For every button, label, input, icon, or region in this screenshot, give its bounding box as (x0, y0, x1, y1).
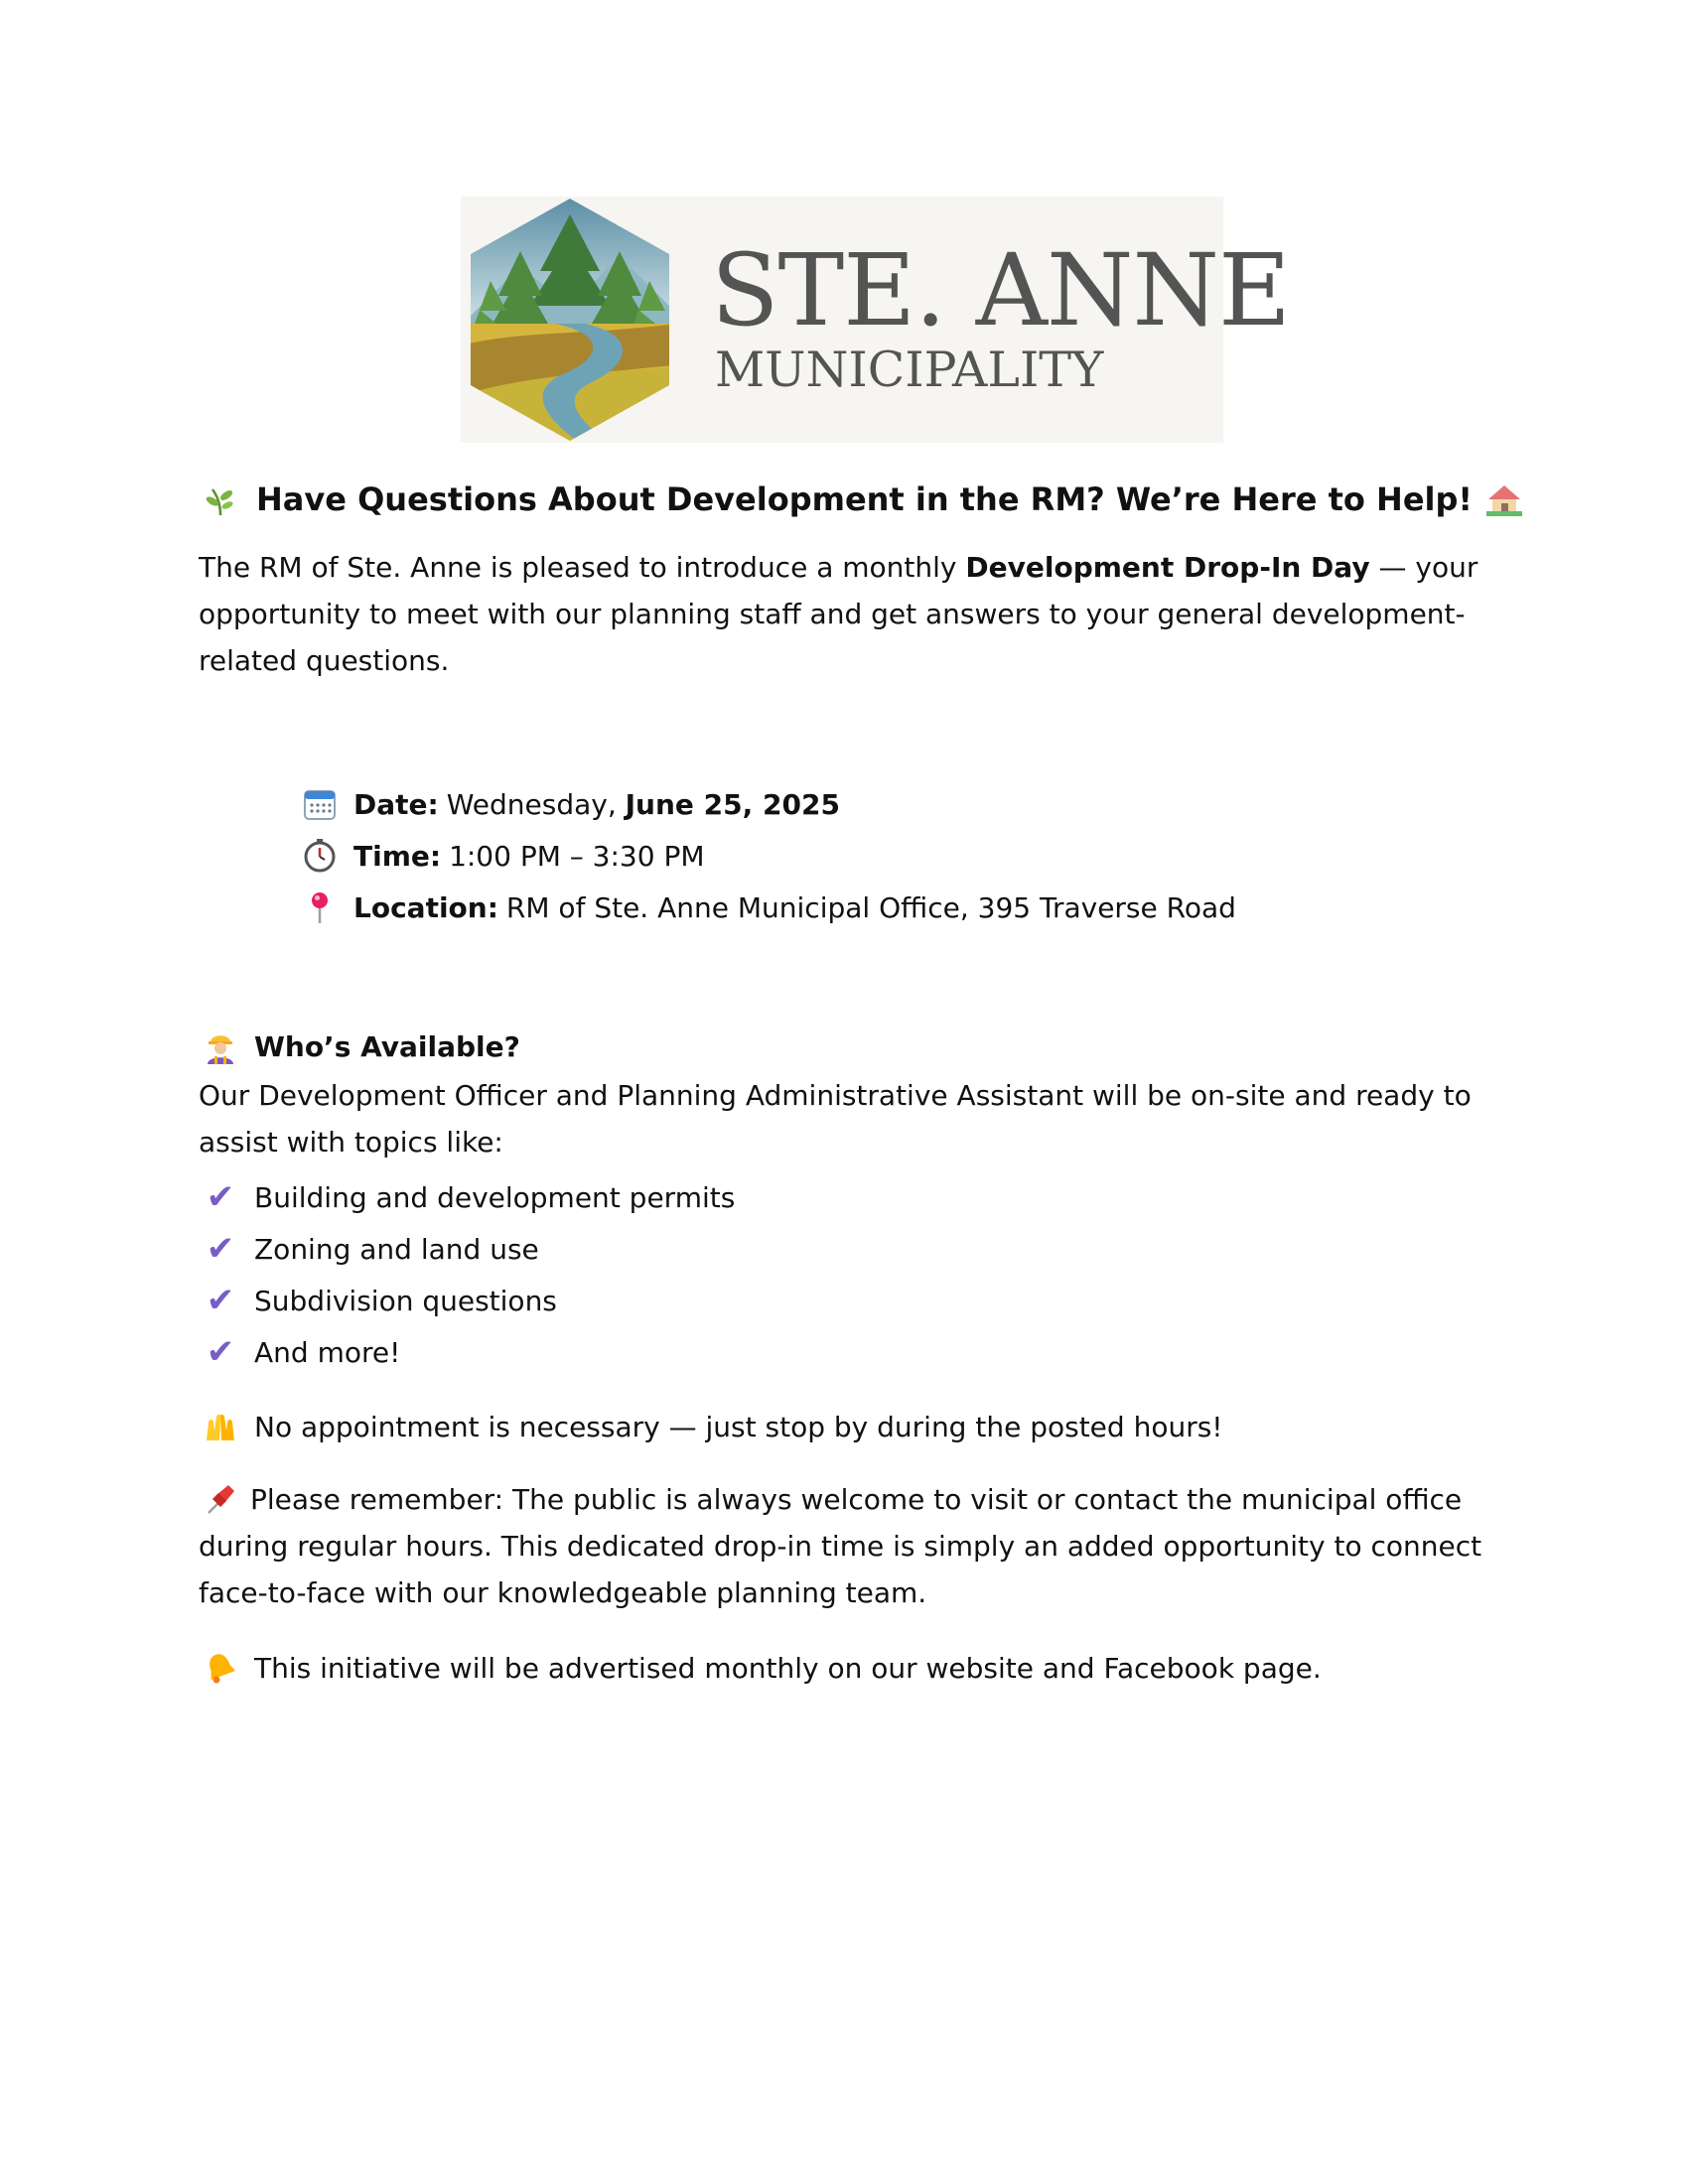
page-headline (203, 472, 1513, 527)
construction-worker-emoji-icon (203, 1028, 238, 1064)
topic-label: Zoning and land use (254, 1232, 539, 1266)
advertised-text: This initiative will be advertised monthly on our website and Facebook page. (254, 1651, 1322, 1685)
detail-time (302, 834, 705, 878)
logo-name: STE. ANNE (711, 232, 1290, 348)
checkmark-icon: ✔ (206, 1177, 235, 1217)
round-pushpin-emoji-icon (302, 889, 338, 925)
detail-date (302, 782, 840, 826)
intro-bold: Development Drop-In Day (965, 551, 1370, 584)
staff-paragraph: Our Development Officer and Planning Administrative Assistant will be on-site and ready to assist with topics like: (199, 1079, 1472, 1159)
appointment-text: No appointment is necessary — just stop by during the posted hours! (254, 1410, 1223, 1443)
intro-text-before: The RM of Ste. Anne is pleased to introduce a monthly (199, 551, 966, 584)
logo-subtitle: MUNICIPALITY (715, 341, 1104, 398)
detail-location (302, 886, 1236, 929)
staff-title: Who’s Available? (254, 1029, 520, 1063)
intro-text-after: — your opportunity to meet with our planning staff and get answers to your general development-related questions. (199, 551, 1478, 677)
reminder-paragraph: Please remember: The public is always welcome to visit or contact the municipal office during regular hours. This dedicated drop-in time is simply an added opportunity to connect face-to-face with our knowledgeable planning team. (199, 1483, 1482, 1609)
house-garden-emoji-icon (1486, 481, 1522, 517)
date-value-bold: June 25, 2025 (625, 787, 840, 821)
time-label: Time: (353, 839, 442, 873)
location-value: RM of Ste. Anne Municipal Office, 395 Traverse Road (505, 890, 1236, 924)
intro-paragraph (199, 544, 1519, 684)
topic-item (203, 1227, 539, 1271)
checkmark-icon: ✔ (206, 1229, 235, 1269)
topic-label: Subdivision questions (254, 1284, 557, 1317)
topic-item (203, 1279, 557, 1322)
bell-emoji-icon (203, 1650, 238, 1686)
municipality-logo (461, 197, 1290, 443)
time-value: 1:00 PM – 3:30 PM (449, 839, 705, 873)
appointment-note (203, 1405, 1223, 1448)
stopwatch-emoji-icon (302, 838, 338, 874)
raised-hands-emoji-icon (203, 1409, 238, 1444)
headline-text: Have Questions About Development in the RM? We’re Here to Help! (256, 480, 1473, 518)
checkmark-icon: ✔ (206, 1281, 235, 1320)
location-label: Location: (353, 890, 498, 924)
staff-heading (203, 1024, 520, 1068)
topic-label: Building and development permits (254, 1180, 736, 1214)
hexagon-trees-river-logo (461, 197, 679, 443)
date-label: Date: (353, 787, 439, 821)
topic-item (203, 1175, 735, 1219)
advertised-note (203, 1646, 1322, 1690)
calendar-emoji-icon (302, 786, 338, 822)
topic-label: And more! (254, 1335, 401, 1369)
topic-item (203, 1330, 400, 1374)
checkmark-icon: ✔ (206, 1332, 235, 1372)
seedling-emoji-icon (203, 481, 238, 517)
date-value-plain: Wednesday, (446, 787, 626, 821)
